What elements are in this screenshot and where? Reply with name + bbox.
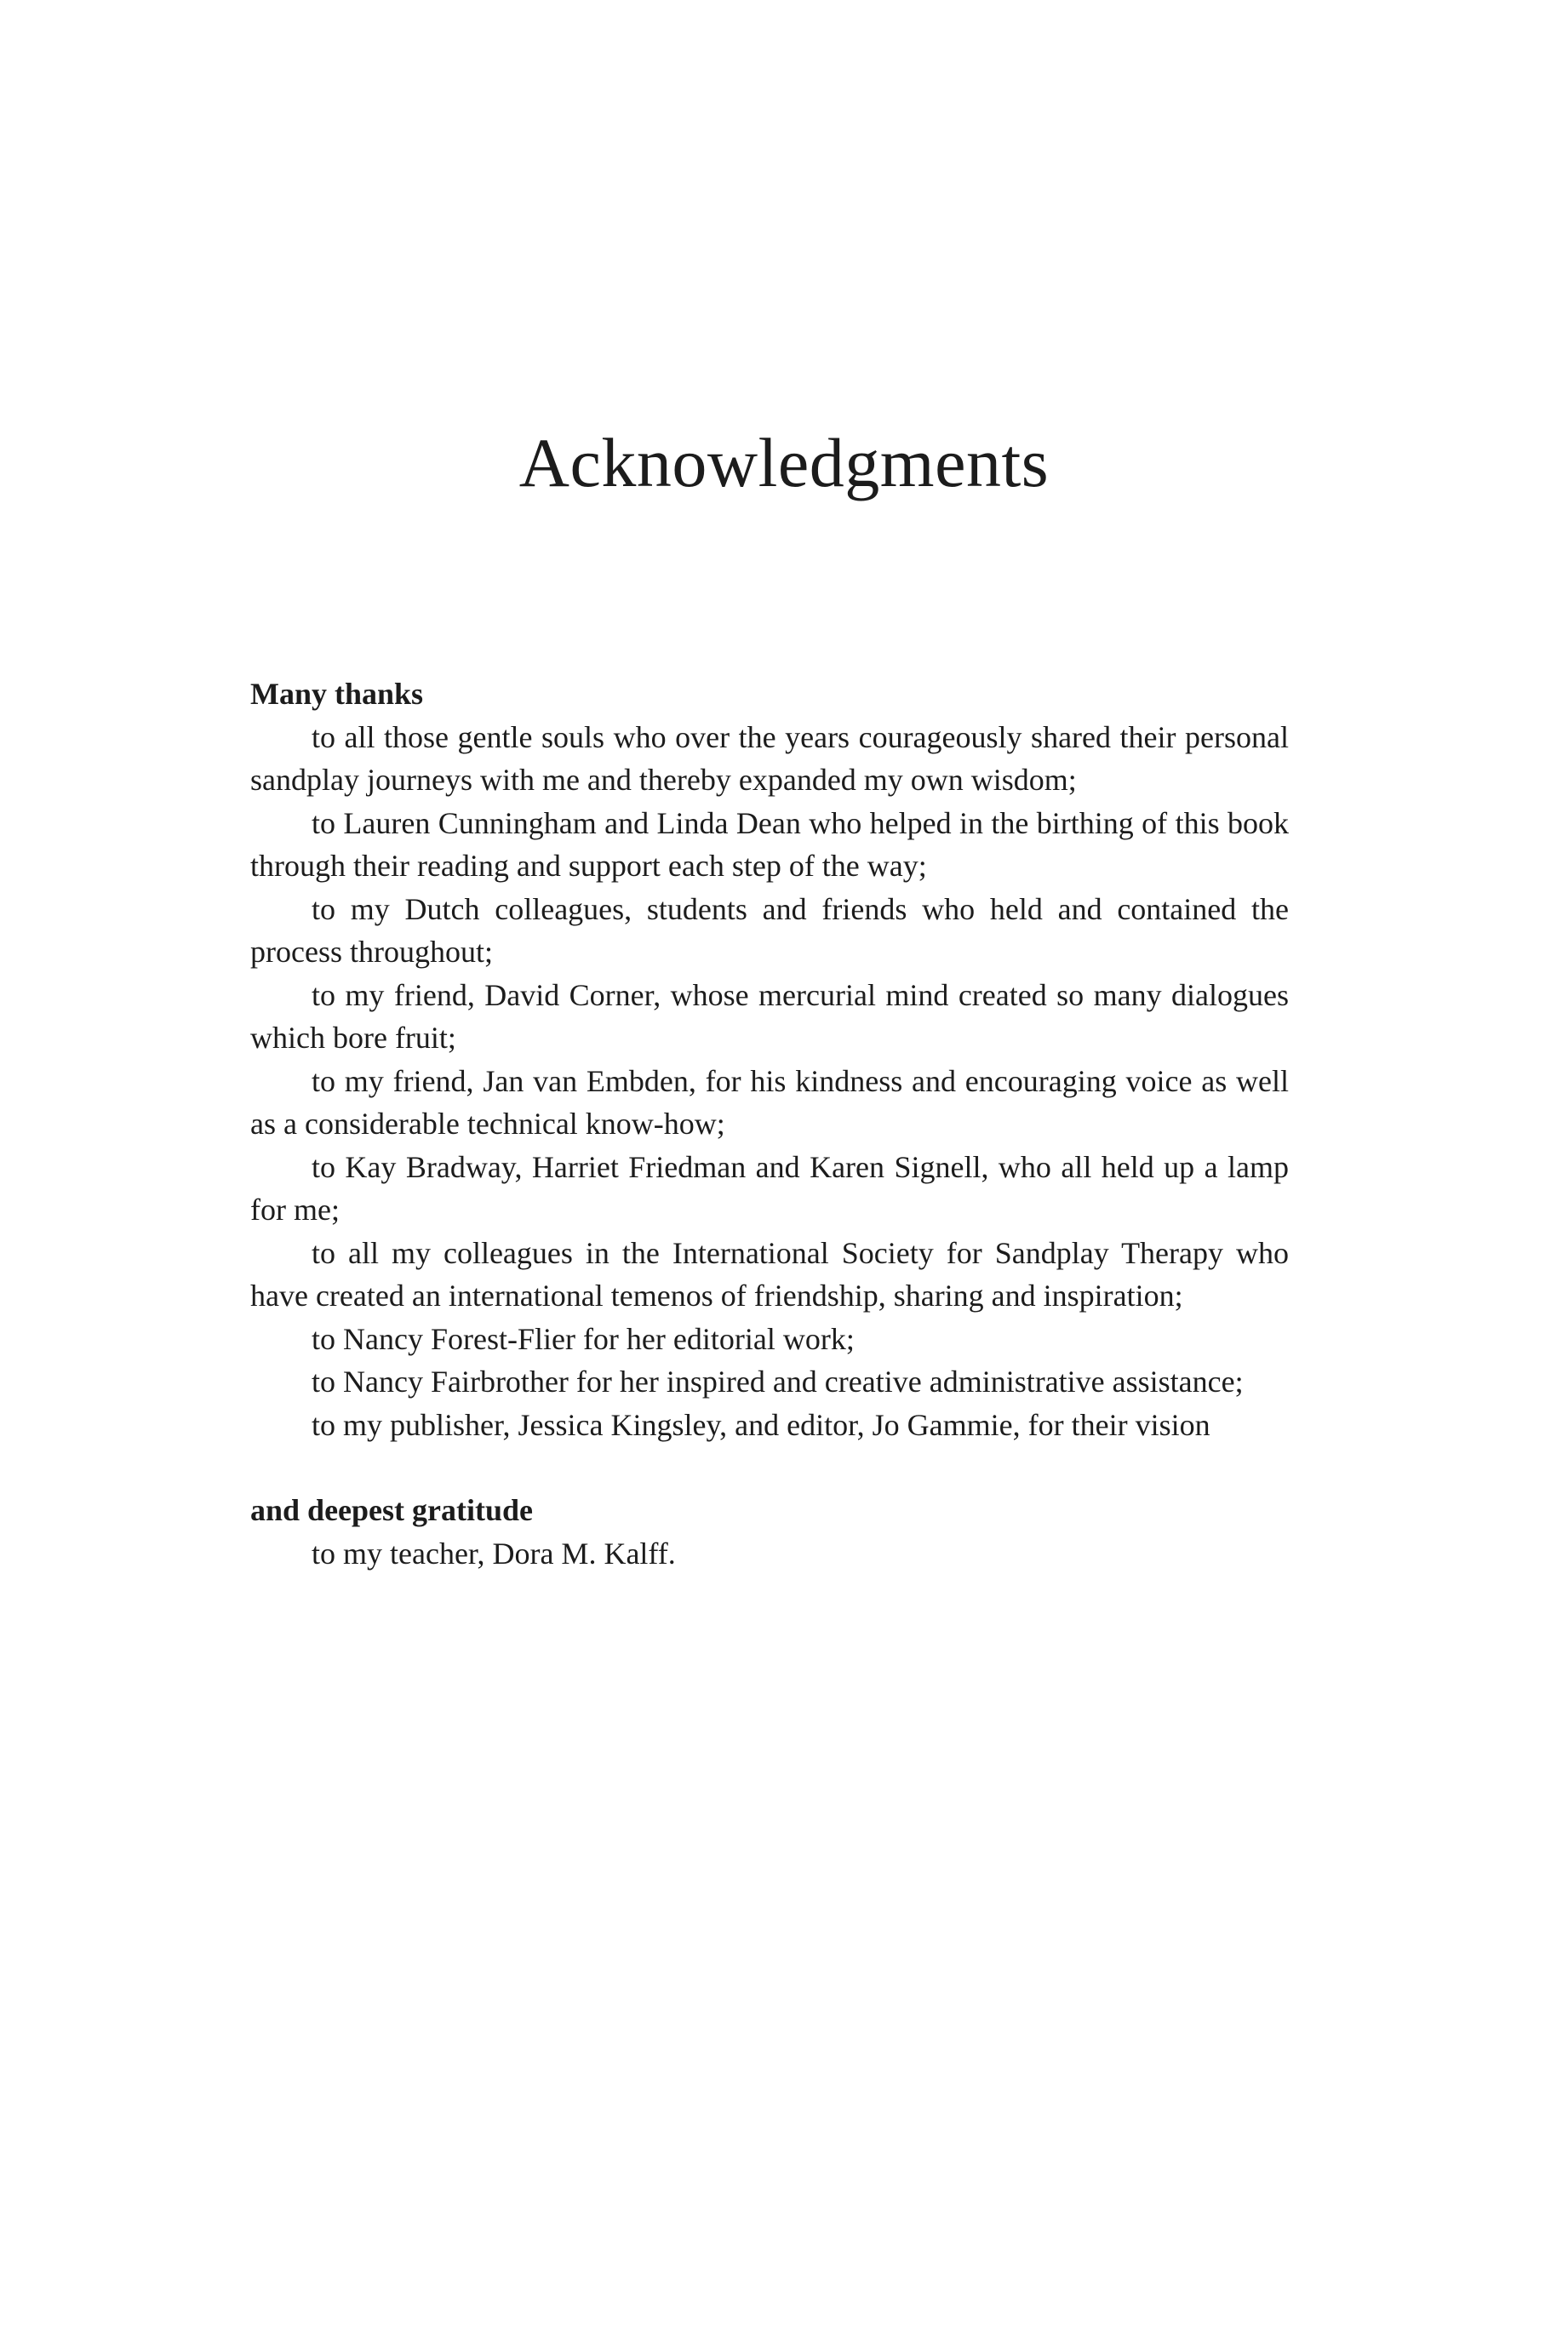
section-heading-many-thanks: Many thanks (250, 677, 424, 711)
gratitude-section (250, 1489, 1289, 1575)
acknowledgment-entry: to my publisher, Jessica Kingsley, and editor, Jo Gammie, for their vision (312, 1407, 1210, 1442)
section-gap (250, 1446, 1289, 1489)
acknowledgment-entry: to Lauren Cunningham and Linda Dean who helped in the birthing of this book through their reading and support each step of the way; (250, 805, 1289, 883)
gratitude-entry: to my teacher, Dora M. Kalff. (312, 1536, 676, 1571)
acknowledgment-entry: to all those gentle souls who over the years courageously shared their personal sandplay journeys with me and thereby expanded my own wisdom; (250, 719, 1289, 797)
acknowledgment-entry: to Nancy Fairbrother for her inspired and creative administrative assistance; (312, 1365, 1244, 1399)
section-heading-deepest-gratitude: and deepest gratitude (250, 1493, 533, 1527)
acknowledgments-body (250, 672, 1289, 1575)
acknowledgment-entry: to my friend, David Corner, whose mercurial mind created so many dialogues which bore fruit; (250, 977, 1289, 1055)
acknowledgment-entry: to my Dutch colleagues, students and friends who held and contained the process throughout; (250, 891, 1289, 969)
thanks-section (250, 672, 1289, 1446)
acknowledgment-entry: to Nancy Forest-Flier for her editorial work; (312, 1321, 855, 1356)
acknowledgment-entry: to Kay Bradway, Harriet Friedman and Karen Signell, who all held up a lamp for me; (250, 1149, 1289, 1227)
acknowledgment-entry: to my friend, Jan van Embden, for his kindness and encouraging voice as well as a considerable technical know-how; (250, 1063, 1289, 1141)
acknowledgment-entry: to all my colleagues in the International Society for Sandplay Therapy who have created an international temenos of friendship, sharing and inspiration; (250, 1235, 1289, 1313)
page-title: Acknowledgments (518, 424, 1050, 501)
